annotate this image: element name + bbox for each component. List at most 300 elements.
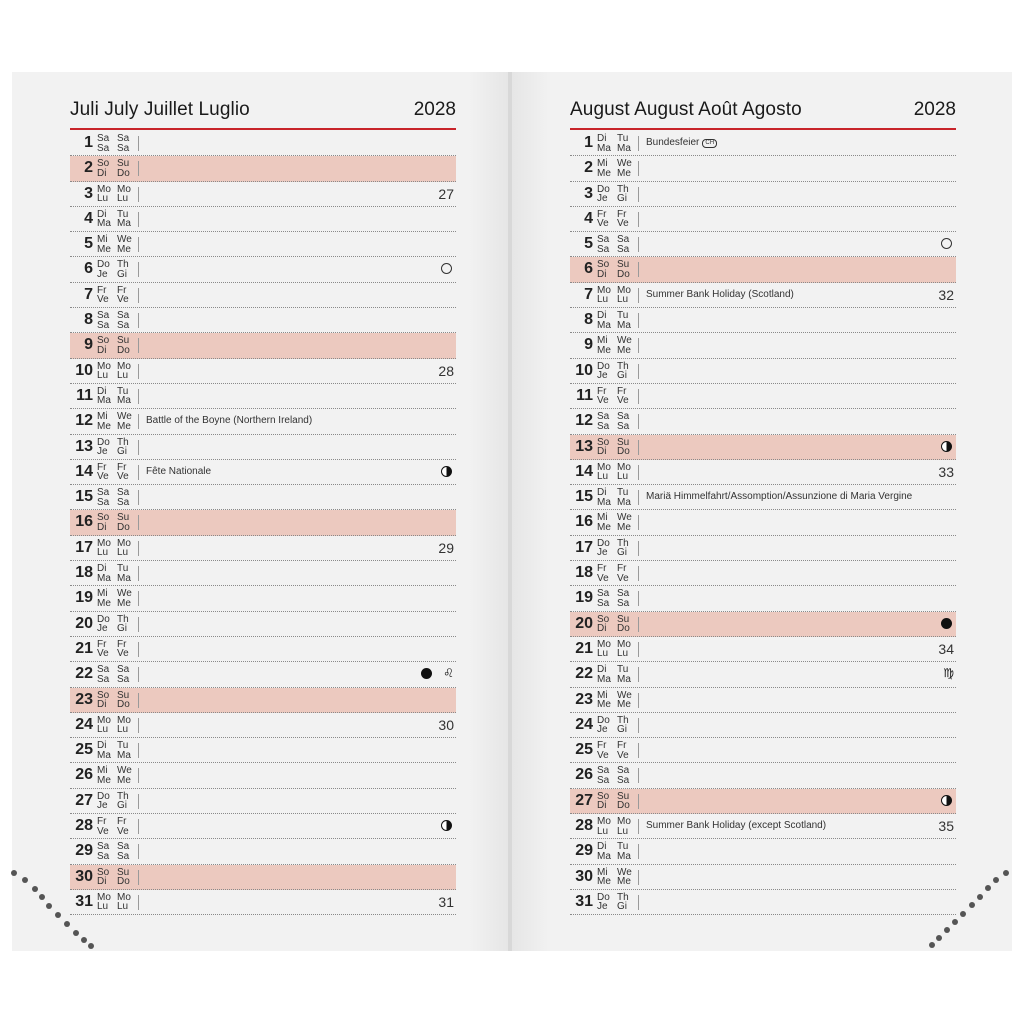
column-divider	[138, 819, 139, 834]
column-divider	[638, 288, 639, 303]
weekday-abbr-de-fr	[597, 741, 609, 760]
weekday-abbr-en-it	[117, 893, 131, 912]
weekday-abbr-de-fr	[97, 311, 109, 330]
day-number: 21	[575, 639, 593, 657]
weekday-abbr-en-it	[617, 691, 632, 710]
quarter-moon-icon	[941, 441, 952, 452]
weekday-abbr-en-it	[117, 387, 131, 406]
weekday-abbr: Mi	[97, 765, 108, 777]
weekday-abbr: Th	[617, 183, 629, 195]
weekday-abbr: Mo	[117, 183, 131, 195]
column-divider	[638, 768, 639, 783]
weekday-abbr: Mo	[617, 816, 631, 828]
column-divider	[638, 541, 639, 556]
day-number: 4	[84, 209, 93, 227]
weekday-abbr-de-fr	[97, 615, 110, 634]
weekday-abbr: Sa	[97, 310, 110, 322]
weekday-abbr: Ma	[117, 572, 131, 584]
week-number: 30	[438, 716, 454, 733]
weekday-abbr: Tu	[117, 385, 129, 397]
day-list	[570, 131, 956, 915]
day-number: 23	[75, 690, 93, 708]
weekday-abbr-en-it	[117, 336, 130, 355]
weekday-abbr: Ma	[597, 319, 611, 331]
weekday-abbr: Sa	[97, 850, 110, 862]
weekday-abbr-de-fr	[597, 817, 611, 836]
weekday-abbr-de-fr	[597, 362, 610, 381]
weekday-abbr: Do	[597, 183, 610, 195]
day-row	[570, 561, 956, 586]
month-year: 2028	[913, 99, 956, 120]
weekday-abbr: Lu	[597, 471, 609, 483]
binding-hole	[32, 886, 38, 892]
day-row	[70, 384, 456, 409]
weekday-abbr: Je	[97, 446, 108, 458]
column-divider	[638, 465, 639, 480]
day-row	[70, 283, 456, 308]
day-number: 7	[84, 285, 93, 303]
weekday-abbr-en-it	[117, 766, 132, 785]
weekday-abbr-en-it	[617, 741, 629, 760]
day-number: 26	[575, 766, 593, 784]
weekday-abbr: Fr	[617, 208, 627, 220]
weekday-abbr: Su	[117, 689, 130, 701]
weekday-abbr: Lu	[617, 648, 629, 660]
weekday-abbr: Gi	[617, 370, 627, 382]
weekday-abbr: Sa	[597, 765, 610, 777]
binding-hole	[64, 921, 70, 927]
weekday-abbr: Lu	[97, 370, 109, 382]
day-number: 8	[84, 311, 93, 329]
weekday-abbr: Di	[97, 208, 107, 220]
day-number: 6	[84, 260, 93, 278]
day-number: 19	[75, 589, 93, 607]
weekday-abbr-en-it	[117, 260, 129, 279]
day-number: 12	[575, 412, 593, 430]
full-moon-icon	[441, 263, 452, 274]
day-number: 28	[575, 817, 593, 835]
day-number: 8	[584, 311, 593, 329]
binding-hole	[11, 870, 17, 876]
weekday-abbr-de-fr	[597, 488, 611, 507]
column-divider	[638, 313, 639, 328]
day-row	[70, 308, 456, 333]
weekday-abbr-de-fr	[97, 589, 111, 608]
weekday-abbr: Ma	[597, 496, 611, 508]
day-row	[70, 156, 456, 181]
weekday-abbr-en-it	[117, 589, 132, 608]
day-number: 18	[75, 564, 93, 582]
column-divider	[638, 642, 639, 657]
day-row	[70, 257, 456, 282]
weekday-abbr-de-fr	[597, 868, 611, 887]
weekday-abbr: Sa	[117, 496, 130, 508]
holiday-text: Bundesfeier	[646, 137, 700, 148]
day-row	[570, 384, 956, 409]
holiday-label	[646, 485, 912, 509]
month-header	[70, 96, 456, 130]
weekday-abbr: Do	[597, 537, 610, 549]
weekday-abbr: Do	[97, 436, 110, 448]
weekday-abbr-de-fr	[97, 766, 111, 785]
weekday-abbr: So	[97, 866, 110, 878]
page-july	[12, 72, 508, 951]
weekday-abbr: Do	[117, 167, 130, 179]
weekday-abbr-de-fr	[597, 539, 610, 558]
binding-hole	[960, 911, 966, 917]
weekday-abbr: Ma	[117, 395, 131, 407]
weekday-abbr-de-fr	[597, 412, 609, 431]
weekday-abbr: Je	[97, 800, 108, 812]
weekday-abbr: Lu	[97, 193, 109, 205]
column-divider	[138, 768, 139, 783]
weekday-abbr: Sa	[597, 411, 610, 423]
weekday-abbr: Ve	[617, 395, 629, 407]
day-row	[570, 612, 956, 637]
column-divider	[638, 693, 639, 708]
weekday-abbr: Sa	[117, 850, 130, 862]
weekday-abbr-en-it	[617, 589, 629, 608]
weekday-abbr-de-fr	[97, 640, 109, 659]
weekday-abbr: Mo	[117, 714, 131, 726]
weekday-abbr: Sa	[597, 234, 610, 246]
weekday-abbr: Ve	[97, 471, 109, 483]
column-divider	[138, 591, 139, 606]
weekday-abbr: Me	[97, 774, 111, 786]
weekday-abbr: So	[597, 613, 610, 625]
weekday-abbr: Me	[117, 243, 131, 255]
column-divider	[638, 364, 639, 379]
day-number: 23	[575, 690, 593, 708]
day-number: 19	[575, 589, 593, 607]
column-divider	[138, 440, 139, 455]
weekday-abbr: Fr	[97, 816, 107, 828]
weekday-abbr: Ve	[97, 825, 109, 837]
day-number: 6	[584, 260, 593, 278]
weekday-abbr-de-fr	[97, 438, 110, 457]
column-divider	[138, 414, 139, 429]
weekday-abbr: Lu	[617, 471, 629, 483]
weekday-abbr: Ve	[117, 648, 129, 660]
day-number: 30	[575, 867, 593, 885]
weekday-abbr: Di	[97, 344, 107, 356]
day-number: 11	[576, 386, 593, 404]
weekday-abbr-en-it	[617, 210, 629, 229]
day-row	[570, 359, 956, 384]
column-divider	[138, 718, 139, 733]
binding-hole	[81, 937, 87, 943]
day-number: 24	[75, 715, 93, 733]
weekday-abbr-en-it	[117, 210, 131, 229]
column-divider	[138, 262, 139, 277]
weekday-abbr: Mo	[97, 537, 111, 549]
virgo-icon: ♍	[943, 666, 954, 681]
day-number: 10	[575, 361, 593, 379]
weekday-abbr: Di	[597, 446, 607, 458]
binding-hole	[985, 885, 991, 891]
weekday-abbr: Ma	[117, 749, 131, 761]
holiday-label	[146, 460, 211, 484]
weekday-abbr: Ma	[617, 673, 631, 685]
weekday-abbr-de-fr	[97, 260, 110, 279]
weekday-abbr: We	[617, 866, 632, 878]
day-row	[570, 333, 956, 358]
weekday-abbr: Tu	[617, 133, 629, 144]
weekday-abbr-de-fr	[97, 463, 109, 482]
column-divider	[638, 617, 639, 632]
weekday-abbr-de-fr	[597, 615, 609, 634]
weekday-abbr: Mo	[97, 891, 111, 903]
weekday-abbr: Fr	[597, 563, 607, 575]
column-divider	[138, 515, 139, 530]
weekday-abbr: Di	[97, 699, 107, 711]
day-number: 25	[575, 741, 593, 759]
weekday-abbr: Gi	[117, 446, 127, 458]
weekday-abbr-de-fr	[597, 185, 610, 204]
day-number: 15	[575, 488, 593, 506]
holiday-text: Battle of the Boyne (Northern Ireland)	[146, 415, 313, 427]
day-number: 18	[575, 564, 593, 582]
day-row	[570, 763, 956, 788]
weekday-abbr-de-fr	[97, 817, 109, 836]
day-number: 5	[84, 235, 93, 253]
day-number: 14	[575, 462, 593, 480]
weekday-abbr: Ma	[97, 572, 111, 584]
day-number: 16	[75, 513, 93, 531]
weekday-abbr: Me	[117, 774, 131, 786]
weekday-abbr: Sa	[117, 133, 130, 144]
column-divider	[138, 237, 139, 252]
weekday-abbr: Me	[597, 876, 611, 888]
weekday-abbr: Ma	[97, 218, 111, 230]
weekday-abbr-en-it	[117, 640, 129, 659]
column-divider	[138, 566, 139, 581]
weekday-abbr: Gi	[617, 724, 627, 736]
weekday-abbr: We	[117, 411, 132, 423]
weekday-abbr: Do	[117, 344, 130, 356]
weekday-abbr: Me	[597, 521, 611, 533]
binding-hole	[73, 930, 79, 936]
day-row	[70, 865, 456, 890]
new-moon-icon	[941, 618, 952, 629]
binding-hole	[929, 942, 935, 948]
day-number: 20	[75, 614, 93, 632]
weekday-abbr: Me	[97, 243, 111, 255]
weekday-abbr: Sa	[597, 243, 610, 255]
weekday-abbr: Mo	[617, 284, 631, 296]
day-number: 25	[75, 741, 93, 759]
column-divider	[638, 718, 639, 733]
column-divider	[138, 187, 139, 202]
day-number: 13	[575, 437, 593, 455]
day-number: 11	[76, 386, 93, 404]
weekday-abbr-de-fr	[97, 159, 109, 178]
weekday-abbr: Mo	[597, 461, 611, 473]
weekday-abbr-en-it	[117, 513, 130, 532]
weekday-abbr: Mo	[597, 284, 611, 296]
weekday-abbr: Mi	[597, 512, 608, 524]
weekday-abbr: Lu	[117, 547, 129, 559]
weekday-abbr: Sa	[97, 142, 110, 154]
weekday-abbr: Sa	[117, 487, 130, 499]
day-number: 20	[575, 614, 593, 632]
day-row	[570, 510, 956, 535]
column-divider	[638, 870, 639, 885]
weekday-abbr: Je	[597, 901, 608, 913]
weekday-abbr: Th	[117, 790, 129, 802]
binding-hole	[993, 877, 999, 883]
day-row	[570, 207, 956, 232]
week-number: 28	[438, 362, 454, 379]
weekday-abbr: Di	[97, 167, 107, 179]
weekday-abbr-de-fr	[97, 893, 111, 912]
weekday-abbr: Sa	[117, 319, 130, 331]
day-row	[70, 890, 456, 915]
weekday-abbr: Sa	[117, 310, 130, 322]
weekday-abbr-de-fr	[597, 665, 611, 684]
column-divider	[638, 895, 639, 910]
weekday-abbr: Di	[97, 740, 107, 752]
weekday-abbr: Ma	[617, 319, 631, 331]
day-number: 3	[584, 184, 593, 202]
weekday-abbr: Su	[117, 158, 130, 170]
day-number: 9	[584, 336, 593, 354]
column-divider	[138, 667, 139, 682]
column-divider	[638, 566, 639, 581]
weekday-abbr: Me	[617, 521, 631, 533]
weekday-abbr: Ve	[617, 218, 629, 230]
weekday-abbr: Sa	[617, 588, 630, 600]
weekday-abbr-de-fr	[97, 235, 111, 254]
weekday-abbr: Sa	[97, 319, 110, 331]
day-row	[70, 561, 456, 586]
weekday-abbr-en-it	[117, 311, 129, 330]
day-row	[70, 182, 456, 207]
weekday-abbr: Me	[617, 344, 631, 356]
weekday-abbr: Ve	[97, 294, 109, 306]
day-number: 17	[75, 538, 93, 556]
weekday-abbr-en-it	[617, 387, 629, 406]
column-divider	[138, 288, 139, 303]
weekday-abbr-en-it	[617, 817, 631, 836]
weekday-abbr: Gi	[117, 268, 127, 280]
column-divider	[138, 364, 139, 379]
column-divider	[138, 212, 139, 227]
day-row	[70, 662, 456, 687]
weekday-abbr: We	[617, 335, 632, 347]
weekday-abbr-de-fr	[597, 387, 609, 406]
weekday-abbr: Fr	[97, 638, 107, 650]
column-divider	[138, 743, 139, 758]
binding-hole	[22, 877, 28, 883]
weekday-abbr-de-fr	[97, 665, 109, 684]
day-number: 31	[75, 892, 93, 910]
weekday-abbr-en-it	[117, 235, 132, 254]
weekday-abbr: Mi	[597, 335, 608, 347]
weekday-abbr: Fr	[117, 816, 127, 828]
weekday-abbr: So	[97, 689, 110, 701]
weekday-abbr: Tu	[117, 740, 129, 752]
day-number: 4	[584, 209, 593, 227]
weekday-abbr-de-fr	[97, 412, 111, 431]
day-row	[570, 586, 956, 611]
weekday-abbr: Sa	[597, 420, 610, 432]
day-number: 14	[75, 462, 93, 480]
binding-hole	[936, 935, 942, 941]
weekday-abbr-de-fr	[97, 792, 110, 811]
weekday-abbr-en-it	[617, 792, 630, 811]
day-row	[70, 839, 456, 864]
day-row	[570, 182, 956, 207]
weekday-abbr: Fr	[117, 461, 127, 473]
weekday-abbr: Su	[617, 259, 630, 271]
weekday-abbr: Di	[597, 623, 607, 635]
day-row	[70, 333, 456, 358]
weekday-abbr-de-fr	[597, 640, 611, 659]
weekday-abbr: Do	[617, 268, 630, 280]
weekday-abbr-de-fr	[97, 286, 109, 305]
weekday-abbr-en-it	[617, 311, 631, 330]
column-divider	[138, 161, 139, 176]
day-row	[70, 510, 456, 535]
week-number: 32	[938, 286, 954, 303]
day-number: 27	[575, 791, 593, 809]
binding-hole	[969, 902, 975, 908]
day-row	[70, 789, 456, 814]
column-divider	[638, 743, 639, 758]
weekday-abbr-de-fr	[597, 893, 610, 912]
weekday-abbr: Th	[117, 613, 129, 625]
column-divider	[638, 212, 639, 227]
weekday-abbr: Tu	[617, 487, 629, 499]
day-number: 10	[75, 361, 93, 379]
weekday-abbr: Th	[617, 360, 629, 372]
day-number: 17	[575, 538, 593, 556]
weekday-abbr: Ma	[117, 218, 131, 230]
day-row	[70, 637, 456, 662]
weekday-abbr: Di	[597, 800, 607, 812]
holiday-label	[646, 131, 717, 155]
weekday-abbr: Su	[617, 613, 630, 625]
weekday-abbr: Ma	[97, 749, 111, 761]
day-row	[570, 662, 956, 687]
weekday-abbr-de-fr	[597, 589, 609, 608]
weekday-abbr: Mo	[597, 638, 611, 650]
weekday-abbr: Do	[117, 876, 130, 888]
weekday-abbr: Mi	[597, 866, 608, 878]
week-number: 35	[938, 818, 954, 835]
weekday-abbr: Ve	[597, 572, 609, 584]
weekday-abbr: Mi	[97, 411, 108, 423]
weekday-abbr-en-it	[117, 792, 129, 811]
week-number: 33	[938, 463, 954, 480]
weekday-abbr: Fr	[617, 563, 627, 575]
weekday-abbr-en-it	[117, 362, 131, 381]
column-divider	[638, 136, 639, 151]
weekday-abbr: Lu	[97, 901, 109, 913]
day-row	[570, 308, 956, 333]
day-number: 30	[75, 867, 93, 885]
weekday-abbr: Ve	[617, 572, 629, 584]
weekday-abbr: Mo	[117, 537, 131, 549]
weekday-abbr: Ma	[597, 142, 611, 154]
weekday-abbr: Di	[597, 310, 607, 322]
weekday-abbr: Su	[617, 790, 630, 802]
day-number: 1	[84, 134, 93, 151]
day-row	[570, 865, 956, 890]
weekday-abbr-en-it	[617, 868, 632, 887]
day-row	[70, 359, 456, 384]
